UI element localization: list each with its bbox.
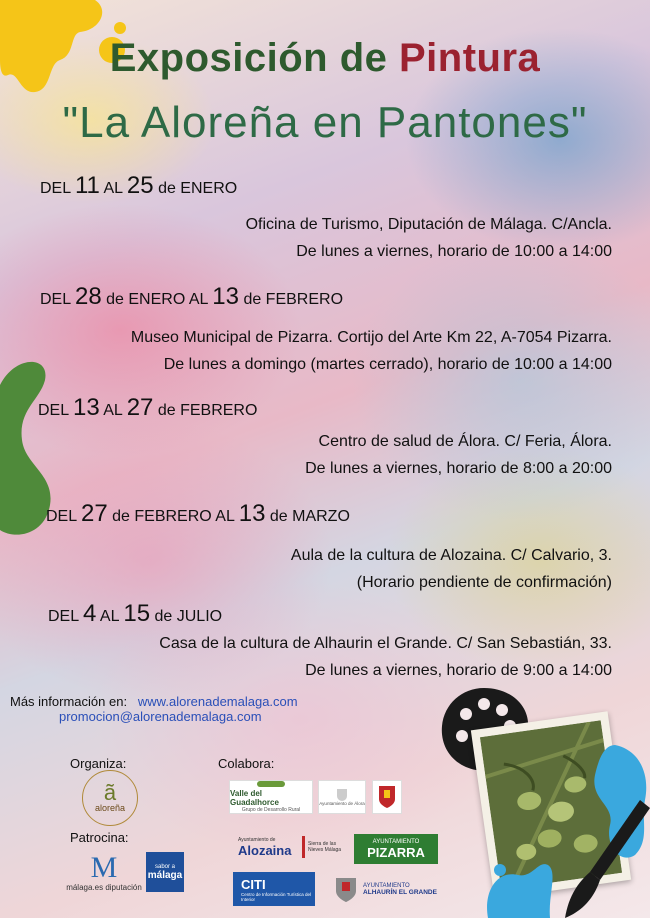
patrocina-label: Patrocina:: [70, 830, 129, 845]
alora-crest: [337, 789, 347, 801]
location-place: Centro de salud de Álora. C/ Feria, Álora.: [318, 433, 612, 450]
malaga-diputacion-logo: [66, 848, 142, 896]
alhaurin-logo: [330, 874, 440, 904]
date-al: de FEBRERO AL: [112, 508, 235, 525]
sabor-a-malaga-logo: [146, 852, 184, 892]
guadalhorce-sub: Grupo de Desarrollo Rural: [241, 807, 301, 813]
blue-paint-splash-bottom: [478, 850, 558, 918]
date-range-1: [40, 172, 237, 200]
date-del: DEL: [46, 508, 77, 525]
date-start: 28: [74, 283, 102, 310]
location-hours: De lunes a domingo (martes cerrado), horario de 10:00 a 14:00: [163, 356, 612, 373]
date-al: AL: [103, 402, 123, 419]
location-place: Oficina de Turismo, Diputación de Málaga. C/Ancla.: [245, 216, 612, 233]
date-al: de ENERO AL: [106, 291, 208, 308]
title-line-2: "La Aloreña en Pantones": [62, 98, 588, 147]
date-range-3: [38, 394, 257, 422]
citi-name: CITI: [241, 876, 266, 892]
website-link[interactable]: www.alorenademalaga.com: [137, 694, 298, 709]
date-start: 4: [82, 600, 97, 627]
location-1: [246, 211, 612, 265]
pizarra-logo: [354, 834, 438, 864]
date-end: 13: [238, 500, 266, 527]
date-month: de ENERO: [158, 180, 238, 197]
date-month: de FEBRERO: [157, 402, 258, 419]
date-range-2: [40, 283, 343, 311]
alhaurin-name: ALHAURÍN EL GRANDE: [363, 888, 437, 896]
date-month: de FEBRERO: [243, 291, 344, 308]
date-month: de JULIO: [154, 608, 223, 625]
alozaina-logo: [224, 834, 302, 860]
location-hours: De lunes a viernes, horario de 9:00 a 14:00: [305, 662, 612, 679]
date-start: 11: [74, 172, 100, 199]
alhaurin-pre: AYUNTAMIENTO: [363, 882, 410, 889]
date-del: DEL: [48, 608, 79, 625]
date-start: 13: [72, 394, 100, 421]
date-end: 15: [123, 600, 151, 627]
alhaurin-crest-icon: [333, 875, 359, 903]
citi-logo: [233, 872, 315, 906]
sabor-small: sabor a: [154, 863, 175, 870]
location-hours: De lunes a viernes, horario de 10:00 a 14:00: [296, 243, 612, 260]
alorena-symbol: ã: [103, 780, 117, 805]
more-info-label: Más información en:: [10, 694, 128, 709]
location-hours: De lunes a viernes, horario de 8:00 a 20:00: [305, 460, 612, 477]
malaga-letter: M: [90, 850, 118, 884]
location-hours: (Horario pendiente de confirmación): [356, 574, 612, 591]
date-start: 27: [80, 500, 108, 527]
location-place: Casa de la cultura de Alhaurin el Grande. C/ San Sebastián, 33.: [159, 635, 612, 652]
date-range-4: [46, 500, 350, 528]
sierra-nieves-logo: [302, 836, 352, 858]
nieves-text: Sierra de las Nieves Málaga: [308, 841, 342, 853]
date-al: AL: [99, 608, 119, 625]
red-crest-logo: [372, 780, 402, 814]
date-del: DEL: [40, 180, 71, 197]
date-al: AL: [103, 180, 123, 197]
email-link[interactable]: promocion@alorenademalaga.com: [59, 709, 262, 724]
guadalhorce-logo: [229, 780, 313, 814]
pizarra-pre: AYUNTAMIENTO: [372, 838, 420, 845]
date-del: DEL: [40, 291, 71, 308]
location-2: [131, 324, 612, 378]
colabora-label: Colabora:: [218, 756, 275, 771]
alozaina-pre: Ayuntamiento de: [238, 836, 276, 843]
date-end: 13: [212, 283, 239, 310]
guadalhorce-mark: [257, 781, 285, 787]
location-4: [291, 542, 612, 596]
pizarra-name: PIZARRA: [367, 844, 425, 860]
alozaina-name: Alozaina: [238, 842, 292, 858]
citi-sub: Centro de Información Turística del Interior: [241, 891, 312, 902]
date-end: 25: [126, 172, 154, 199]
sabor-big: málaga: [147, 869, 183, 881]
malaga-text: málaga.es diputación: [66, 882, 142, 892]
more-info: [10, 694, 298, 724]
alorena-logo: [82, 770, 138, 826]
organiza-label: Organiza:: [70, 756, 127, 771]
date-end: 27: [126, 394, 154, 421]
location-3: [305, 428, 612, 482]
paintbrush-icon: [560, 800, 650, 918]
date-month: de MARZO: [269, 508, 350, 525]
date-del: DEL: [38, 402, 69, 419]
location-5: [159, 630, 612, 684]
title-part-2: Pintura: [399, 36, 541, 80]
alorena-name: aloreña: [94, 803, 126, 813]
location-place: Aula de la cultura de Alozaina. C/ Calvario, 3.: [290, 547, 612, 564]
alora-text: Ayuntamiento de Álora: [319, 800, 365, 806]
location-place: Museo Municipal de Pizarra. Cortijo del Arte Km 22, A-7054 Pizarra.: [130, 329, 612, 346]
title-part-1: Exposición de: [109, 36, 388, 80]
alora-logo: [318, 780, 366, 814]
title-line-1: [0, 36, 650, 81]
date-range-5: [48, 600, 222, 628]
guadalhorce-name: Valle del Guadalhorce: [230, 789, 279, 807]
